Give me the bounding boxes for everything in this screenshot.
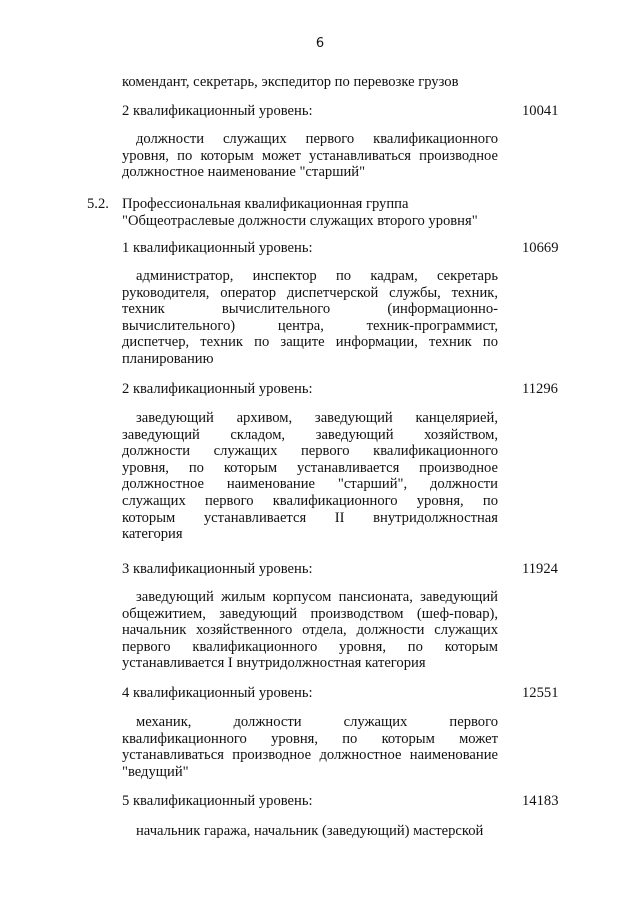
description-line: общежитием, заведующий производством (шеф-повар),	[122, 605, 498, 622]
level-label: 3 квалификационный уровень:	[122, 561, 313, 577]
description-line: заведующий жилым корпусом пансионата, заведующий	[136, 589, 498, 605]
description-line: должности служащих первого квалификационного	[122, 443, 498, 460]
page-number: 6	[315, 36, 325, 51]
description-line: руководителя, оператор диспетчерской службы, техник,	[122, 284, 498, 301]
description-line: заведующий складом, заведующий хозяйством,	[122, 426, 498, 443]
description-line: начальник гаража, начальник (заведующий) мастерской	[136, 823, 484, 839]
description-line: должностное наименование "старший", должности	[122, 476, 498, 493]
salary-value: 11296	[522, 381, 558, 397]
level-label: 4 квалификационный уровень:	[122, 685, 313, 701]
description-line: устанавливается I внутридолжностная категория	[122, 655, 426, 672]
level-description	[122, 268, 498, 368]
description-line: администратор, инспектор по кадрам, секретарь	[136, 268, 498, 284]
description-line: служащих первого квалификационного уровня, по	[122, 492, 498, 509]
description-line: категория	[122, 526, 183, 543]
description-line: механик, должности служащих первого	[136, 714, 498, 730]
level-label: 2 квалификационный уровень:	[122, 381, 313, 397]
description-line: должностное наименование "старший"	[122, 164, 366, 181]
section-title-line2: "Общеотраслевые должности служащих второго уровня"	[122, 213, 478, 229]
description-line: техник вычислительного (информационно-	[122, 301, 498, 318]
top-line: комендант, секретарь, экспедитор по перевозке грузов	[122, 74, 459, 90]
description-line: устанавливаться производное должностное наименование	[122, 747, 498, 764]
description-line: планированию	[122, 350, 214, 367]
level-description	[122, 410, 498, 543]
description-line: должности служащих первого квалификационного	[136, 131, 498, 147]
description-line: уровня, по которым устанавливается производное	[122, 459, 498, 476]
description-line: вычислительного) центра, техник-программист,	[122, 317, 498, 334]
description-line: заведующий архивом, заведующий канцелярией,	[136, 410, 498, 426]
salary-value: 10041	[522, 103, 559, 119]
description-line: которым устанавливается II внутридолжностная	[122, 509, 498, 526]
section-title-line1: Профессиональная квалификационная группа	[122, 196, 409, 212]
description-line: начальник хозяйственного отдела, должности служащих	[122, 622, 498, 639]
description-line: квалификационного уровня, по которым может	[122, 730, 498, 747]
description-line: диспетчер, техник по защите информации, техник по	[122, 334, 498, 351]
level-label: 5 квалификационный уровень:	[122, 793, 313, 809]
salary-value: 14183	[522, 793, 559, 809]
level-description	[122, 131, 498, 181]
level-label: 2 квалификационный уровень:	[122, 103, 313, 119]
level-description	[122, 589, 498, 672]
level-label: 1 квалификационный уровень:	[122, 240, 313, 256]
level-description	[122, 823, 498, 840]
level-description	[122, 714, 498, 780]
description-line: "ведущий"	[122, 763, 189, 780]
salary-value: 10669	[522, 240, 559, 256]
section-number: 5.2.	[87, 196, 109, 212]
description-line: уровня, по которым может устанавливаться производное	[122, 147, 498, 164]
description-line: первого квалификационного уровня, по которым	[122, 638, 498, 655]
salary-value: 12551	[522, 685, 559, 701]
salary-value: 11924	[522, 561, 558, 577]
